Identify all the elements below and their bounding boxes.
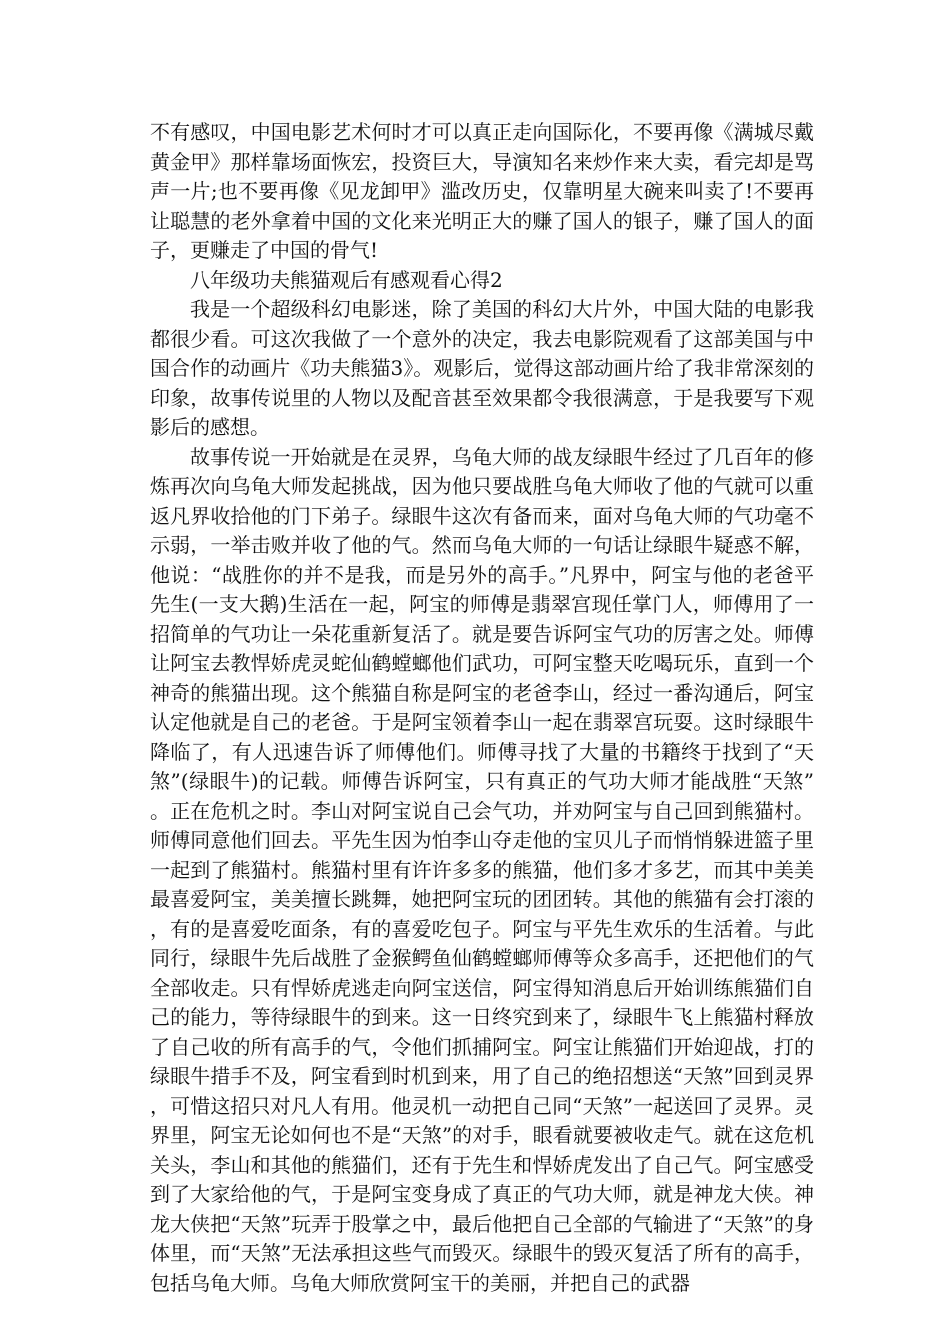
document-page [150, 118, 814, 1298]
paragraph-story: 故事传说一开始就是在灵界，乌龟大师的战友绿眼牛经过了几百年的修炼再次向乌龟大师发起挑战，因为他只要战胜乌龟大师收了他的气就可以重返凡界收拾他的门下弟子。绿眼牛这次有备而来，面对乌龟大师的气功毫不示弱，一举击败并收了他的气。然而乌龟大师的一句话让绿眼牛疑惑不解，他说：“战胜你的并不是我，而是另外的高手。”凡界中，阿宝与他的老爸平先生(一支大鹅)生活在一起，阿宝的师傅是翡翠宫现任掌门人，师傅用了一招简单的气功让一朵花重新复活了。就是要告诉阿宝气功的厉害之处。师傅让阿宝去教悍娇虎灵蛇仙鹤螳螂他们武功，可阿宝整天吃喝玩乐，直到一个神奇的熊猫出现。这个熊猫自称是阿宝的老爸李山，经过一番沟通后，阿宝认定他就是自己的老爸。于是阿宝领着李山一起在翡翠宫玩耍。这时绿眼牛降临了，有人迅速告诉了师傅他们。师傅寻找了大量的书籍终于找到了“天煞”(绿眼牛)的记载。师傅告诉阿宝，只有真正的气功大师才能战胜“天煞”。正在危机之时。李山对阿宝说自己会气功，并劝阿宝与自己回到熊猫村。师傅同意他们回去。平先生因为怕李山夺走他的宝贝儿子而悄悄躲进篮子里一起到了熊猫村。熊猫村里有许许多多的熊猫，他们多才多艺，而其中美美最喜爱阿宝，美美擅长跳舞，她把阿宝玩的团团转。其他的熊猫有会打滚的，有的是喜爱吃面条，有的喜爱吃包子。阿宝与平先生欢乐的生活着。与此同行，绿眼牛先后战胜了金猴鳄鱼仙鹤螳螂师傅等众多高手，还把他们的气全部收走。只有悍娇虎逃走向阿宝送信，阿宝得知消息后开始训练熊猫们自己的能力，等待绿眼牛的到来。这一日终究到来了，绿眼牛飞上熊猫村释放了自己收的所有高手的气，令他们抓捕阿宝。阿宝让熊猫们开始迎战，打的绿眼牛措手不及，阿宝看到时机到来，用了自己的绝招想送“天煞”回到灵界，可惜这招只对凡人有用。他灵机一动把自己同“天煞”一起送回了灵界。灵界里，阿宝无论如何也不是“天煞”的对手，眼看就要被收走气。就在这危机关头，李山和其他的熊猫们，还有于先生和悍娇虎发出了自己气。阿宝感受到了大家给他的气，于是阿宝变身成了真正的气功大师，就是神龙大侠。神龙大侠把“天煞”玩弄于股掌之中，最后他把自己全部的气输进了“天煞”的身体里，而“天煞”无法承担这些气而毁灭。绿眼牛的毁灭复活了所有的高手，包括乌龟大师。乌龟大师欣赏阿宝干的美丽，并把自己的武器 [150, 444, 814, 1295]
paragraph-intro: 我是一个超级科幻电影迷，除了美国的科幻大片外，中国大陆的电影我都很少看。可这次我做了一个意外的决定，我去电影院观看了这部美国与中国合作的动画片《功夫熊猫3》。观影后，觉得这部动画片给了我非常深刻的印象，故事传说里的人物以及配音甚至效果都令我很满意，于是我要写下观影后的感想。 [150, 297, 814, 439]
paragraph-continuation: 不有感叹，中国电影艺术何时才可以真正走向国际化，不要再像《满城尽戴黄金甲》那样靠场面恢宏，投资巨大，导演知名来炒作来大卖，看完却是骂声一片;也不要再像《见龙卸甲》滥改历史，仅靠明星大碗来叫卖了!不要再让聪慧的老外拿着中国的文化来光明正大的赚了国人的银子，赚了国人的面子，更赚走了中国的骨气! [150, 120, 814, 262]
section-heading: 八年级功夫熊猫观后有感观看心得2 [190, 267, 503, 292]
